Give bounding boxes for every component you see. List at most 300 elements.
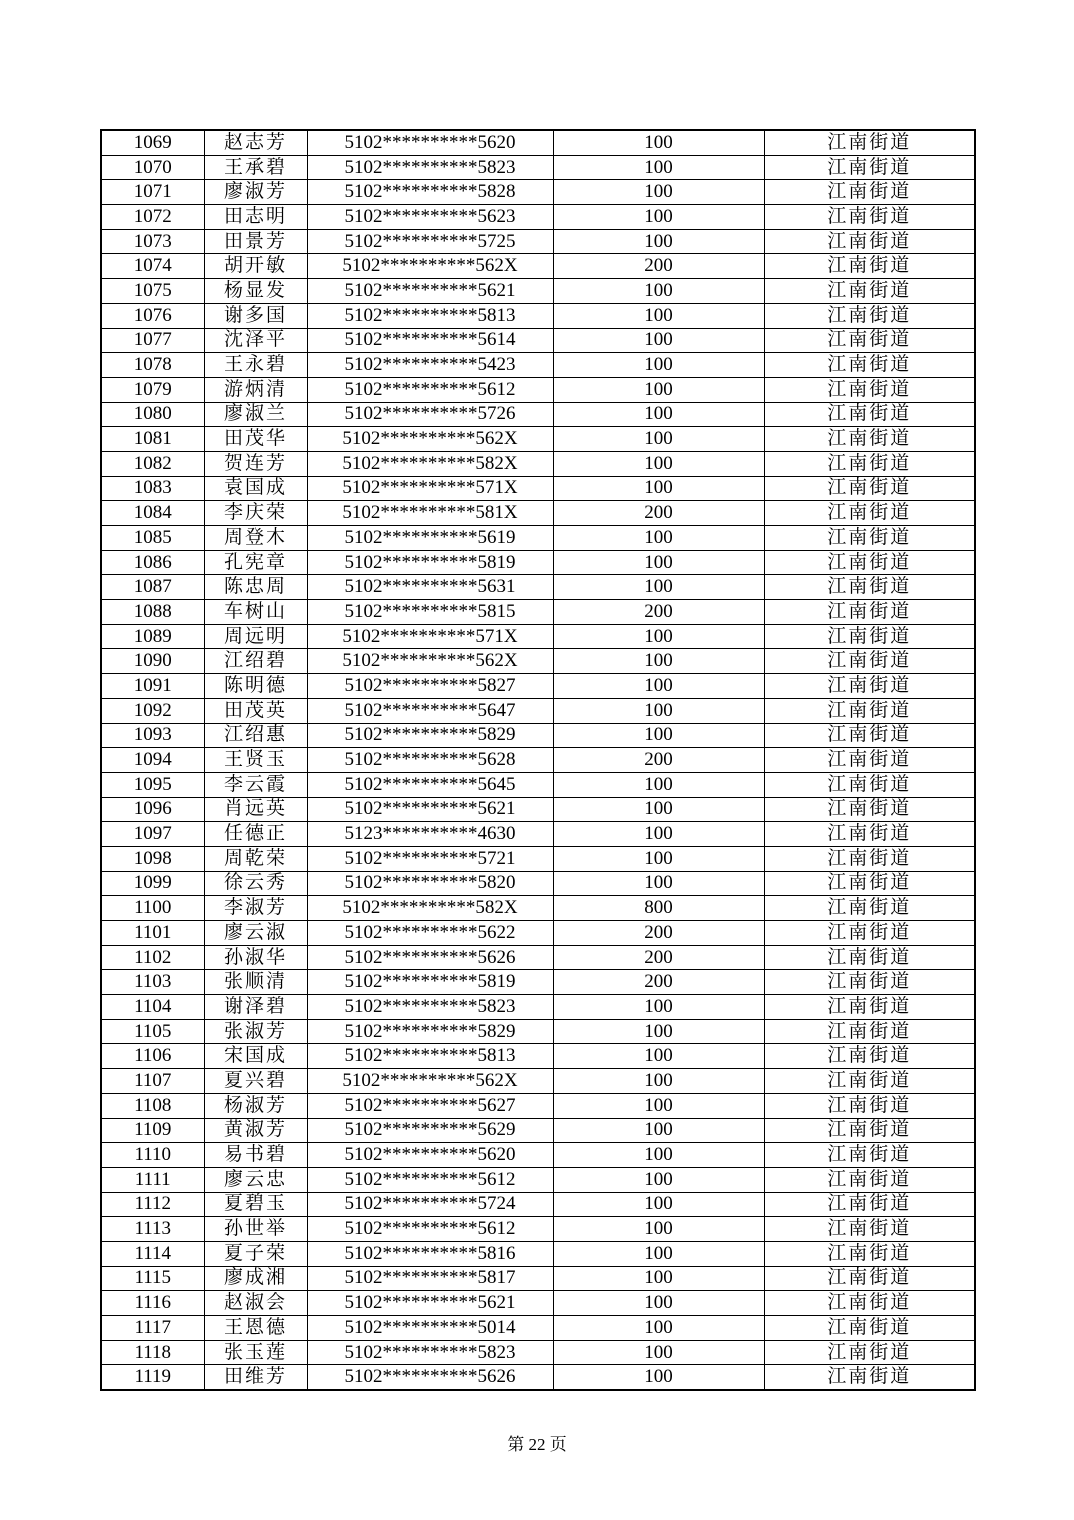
name-cell: 周远明 (204, 624, 307, 649)
id-number-cell: 5102**********5828 (307, 180, 553, 205)
id-number-cell: 5102**********562X (307, 1069, 553, 1094)
name-cell: 杨淑芳 (204, 1093, 307, 1118)
amount-cell: 100 (553, 1217, 764, 1242)
table-row (101, 1143, 975, 1168)
id-number-cell: 5102**********5815 (307, 600, 553, 625)
name-cell: 张顺清 (204, 970, 307, 995)
area-cell: 江南街道 (764, 1044, 975, 1069)
area-cell: 江南街道 (764, 896, 975, 921)
amount-cell: 200 (553, 921, 764, 946)
id-number-cell: 5102**********5631 (307, 575, 553, 600)
id-number-cell: 5102**********5823 (307, 995, 553, 1020)
row-number-cell: 1087 (101, 575, 204, 600)
name-cell: 江绍碧 (204, 649, 307, 674)
id-number-cell: 5102**********5725 (307, 229, 553, 254)
table-row (101, 1365, 975, 1390)
name-cell: 周乾荣 (204, 846, 307, 871)
amount-cell: 200 (553, 600, 764, 625)
id-number-cell: 5102**********5623 (307, 205, 553, 230)
amount-cell: 100 (553, 205, 764, 230)
area-cell: 江南街道 (764, 205, 975, 230)
name-cell: 夏兴碧 (204, 1069, 307, 1094)
area-cell: 江南街道 (764, 1069, 975, 1094)
row-number-cell: 1119 (101, 1365, 204, 1390)
area-cell: 江南街道 (764, 1365, 975, 1390)
name-cell: 廖成湘 (204, 1266, 307, 1291)
area-cell: 江南街道 (764, 526, 975, 551)
row-number-cell: 1099 (101, 871, 204, 896)
name-cell: 宋国成 (204, 1044, 307, 1069)
id-number-cell: 5102**********5813 (307, 303, 553, 328)
id-number-cell: 5102**********5823 (307, 1340, 553, 1365)
amount-cell: 100 (553, 674, 764, 699)
row-number-cell: 1108 (101, 1093, 204, 1118)
name-cell: 田茂英 (204, 698, 307, 723)
row-number-cell: 1069 (101, 130, 204, 155)
amount-cell: 100 (553, 1365, 764, 1390)
amount-cell: 100 (553, 476, 764, 501)
table-row (101, 229, 975, 254)
amount-cell: 100 (553, 377, 764, 402)
area-cell: 江南街道 (764, 1118, 975, 1143)
table-row (101, 180, 975, 205)
amount-cell: 100 (553, 797, 764, 822)
table-row (101, 748, 975, 773)
table-row (101, 797, 975, 822)
area-cell: 江南街道 (764, 698, 975, 723)
id-number-cell: 5102**********5612 (307, 377, 553, 402)
amount-cell: 100 (553, 1266, 764, 1291)
name-cell: 易书碧 (204, 1143, 307, 1168)
name-cell: 赵志芳 (204, 130, 307, 155)
area-cell: 江南街道 (764, 748, 975, 773)
area-cell: 江南街道 (764, 1217, 975, 1242)
area-cell: 江南街道 (764, 772, 975, 797)
table-row (101, 427, 975, 452)
id-number-cell: 5102**********5721 (307, 846, 553, 871)
table-row (101, 600, 975, 625)
row-number-cell: 1098 (101, 846, 204, 871)
name-cell: 江绍惠 (204, 723, 307, 748)
id-number-cell: 5102**********5628 (307, 748, 553, 773)
table-row (101, 451, 975, 476)
row-number-cell: 1106 (101, 1044, 204, 1069)
area-cell: 江南街道 (764, 674, 975, 699)
amount-cell: 100 (553, 871, 764, 896)
id-number-cell: 5102**********582X (307, 896, 553, 921)
row-number-cell: 1094 (101, 748, 204, 773)
id-number-cell: 5123**********4630 (307, 822, 553, 847)
area-cell: 江南街道 (764, 1291, 975, 1316)
name-cell: 夏子荣 (204, 1241, 307, 1266)
area-cell: 江南街道 (764, 550, 975, 575)
name-cell: 游炳清 (204, 377, 307, 402)
table-row (101, 995, 975, 1020)
area-cell: 江南街道 (764, 155, 975, 180)
id-number-cell: 5102**********5626 (307, 1365, 553, 1390)
row-number-cell: 1091 (101, 674, 204, 699)
name-cell: 谢多国 (204, 303, 307, 328)
table-row (101, 1093, 975, 1118)
table-row (101, 1019, 975, 1044)
id-number-cell: 5102**********571X (307, 624, 553, 649)
name-cell: 夏碧玉 (204, 1192, 307, 1217)
area-cell: 江南街道 (764, 797, 975, 822)
amount-cell: 100 (553, 772, 764, 797)
amount-cell: 100 (553, 427, 764, 452)
row-number-cell: 1118 (101, 1340, 204, 1365)
table-row (101, 526, 975, 551)
row-number-cell: 1075 (101, 279, 204, 304)
area-cell: 江南街道 (764, 1192, 975, 1217)
area-cell: 江南街道 (764, 377, 975, 402)
id-number-cell: 5102**********5619 (307, 526, 553, 551)
area-cell: 江南街道 (764, 180, 975, 205)
id-number-cell: 5102**********5820 (307, 871, 553, 896)
table-row (101, 205, 975, 230)
id-number-cell: 5102**********5829 (307, 1019, 553, 1044)
row-number-cell: 1112 (101, 1192, 204, 1217)
table-row (101, 303, 975, 328)
table-row (101, 674, 975, 699)
row-number-cell: 1101 (101, 921, 204, 946)
table-row (101, 1167, 975, 1192)
row-number-cell: 1070 (101, 155, 204, 180)
name-cell: 杨显发 (204, 279, 307, 304)
amount-cell: 100 (553, 1143, 764, 1168)
id-number-cell: 5102**********5626 (307, 945, 553, 970)
amount-cell: 100 (553, 155, 764, 180)
row-number-cell: 1077 (101, 328, 204, 353)
table-row (101, 279, 975, 304)
table-row (101, 1340, 975, 1365)
row-number-cell: 1084 (101, 501, 204, 526)
area-cell: 江南街道 (764, 846, 975, 871)
amount-cell: 100 (553, 451, 764, 476)
name-cell: 廖淑兰 (204, 402, 307, 427)
amount-cell: 100 (553, 353, 764, 378)
name-cell: 王贤玉 (204, 748, 307, 773)
row-number-cell: 1107 (101, 1069, 204, 1094)
table-row (101, 1217, 975, 1242)
row-number-cell: 1078 (101, 353, 204, 378)
name-cell: 廖云淑 (204, 921, 307, 946)
amount-cell: 100 (553, 402, 764, 427)
area-cell: 江南街道 (764, 427, 975, 452)
amount-cell: 100 (553, 1044, 764, 1069)
amount-cell: 100 (553, 180, 764, 205)
table-row (101, 970, 975, 995)
name-cell: 田景芳 (204, 229, 307, 254)
id-number-cell: 5102**********5829 (307, 723, 553, 748)
amount-cell: 100 (553, 1316, 764, 1341)
name-cell: 孙淑华 (204, 945, 307, 970)
table-row (101, 896, 975, 921)
name-cell: 孙世举 (204, 1217, 307, 1242)
name-cell: 胡开敏 (204, 254, 307, 279)
id-number-cell: 5102**********5622 (307, 921, 553, 946)
row-number-cell: 1074 (101, 254, 204, 279)
record-table (100, 129, 976, 1391)
area-cell: 江南街道 (764, 402, 975, 427)
area-cell: 江南街道 (764, 353, 975, 378)
row-number-cell: 1090 (101, 649, 204, 674)
name-cell: 贺连芳 (204, 451, 307, 476)
area-cell: 江南街道 (764, 451, 975, 476)
amount-cell: 100 (553, 1192, 764, 1217)
row-number-cell: 1088 (101, 600, 204, 625)
table-row (101, 624, 975, 649)
amount-cell: 100 (553, 1241, 764, 1266)
id-number-cell: 5102**********5627 (307, 1093, 553, 1118)
name-cell: 李庆荣 (204, 501, 307, 526)
area-cell: 江南街道 (764, 871, 975, 896)
row-number-cell: 1105 (101, 1019, 204, 1044)
table-row (101, 1192, 975, 1217)
name-cell: 任德正 (204, 822, 307, 847)
id-number-cell: 5102**********5620 (307, 1143, 553, 1168)
amount-cell: 100 (553, 130, 764, 155)
table-row (101, 1241, 975, 1266)
amount-cell: 100 (553, 846, 764, 871)
area-cell: 江南街道 (764, 1093, 975, 1118)
name-cell: 徐云秀 (204, 871, 307, 896)
amount-cell: 200 (553, 254, 764, 279)
id-number-cell: 5102**********5621 (307, 279, 553, 304)
row-number-cell: 1102 (101, 945, 204, 970)
id-number-cell: 5102**********5645 (307, 772, 553, 797)
amount-cell: 200 (553, 501, 764, 526)
table-row (101, 575, 975, 600)
row-number-cell: 1113 (101, 1217, 204, 1242)
table-row (101, 254, 975, 279)
row-number-cell: 1116 (101, 1291, 204, 1316)
id-number-cell: 5102**********5726 (307, 402, 553, 427)
row-number-cell: 1104 (101, 995, 204, 1020)
amount-cell: 200 (553, 945, 764, 970)
id-number-cell: 5102**********5621 (307, 1291, 553, 1316)
page-number: 第 22 页 (507, 1435, 567, 1454)
area-cell: 江南街道 (764, 1019, 975, 1044)
row-number-cell: 1076 (101, 303, 204, 328)
row-number-cell: 1114 (101, 1241, 204, 1266)
table-row (101, 377, 975, 402)
table-row (101, 871, 975, 896)
name-cell: 赵淑会 (204, 1291, 307, 1316)
row-number-cell: 1086 (101, 550, 204, 575)
area-cell: 江南街道 (764, 476, 975, 501)
row-number-cell: 1072 (101, 205, 204, 230)
table-row (101, 1266, 975, 1291)
amount-cell: 100 (553, 279, 764, 304)
row-number-cell: 1089 (101, 624, 204, 649)
row-number-cell: 1079 (101, 377, 204, 402)
area-cell: 江南街道 (764, 328, 975, 353)
id-number-cell: 5102**********571X (307, 476, 553, 501)
id-number-cell: 5102**********5819 (307, 970, 553, 995)
name-cell: 袁国成 (204, 476, 307, 501)
id-number-cell: 5102**********562X (307, 649, 553, 674)
name-cell: 陈明德 (204, 674, 307, 699)
area-cell: 江南街道 (764, 921, 975, 946)
id-number-cell: 5102**********5816 (307, 1241, 553, 1266)
amount-cell: 100 (553, 1167, 764, 1192)
name-cell: 张淑芳 (204, 1019, 307, 1044)
amount-cell: 100 (553, 1118, 764, 1143)
amount-cell: 100 (553, 229, 764, 254)
table-row (101, 822, 975, 847)
table-row (101, 130, 975, 155)
row-number-cell: 1097 (101, 822, 204, 847)
amount-cell: 100 (553, 723, 764, 748)
id-number-cell: 5102**********5823 (307, 155, 553, 180)
name-cell: 田维芳 (204, 1365, 307, 1390)
table-row (101, 476, 975, 501)
id-number-cell: 5102**********5819 (307, 550, 553, 575)
row-number-cell: 1093 (101, 723, 204, 748)
area-cell: 江南街道 (764, 995, 975, 1020)
amount-cell: 100 (553, 624, 764, 649)
row-number-cell: 1082 (101, 451, 204, 476)
name-cell: 王永碧 (204, 353, 307, 378)
id-number-cell: 5102**********5620 (307, 130, 553, 155)
table-row (101, 921, 975, 946)
row-number-cell: 1111 (101, 1167, 204, 1192)
amount-cell: 100 (553, 1019, 764, 1044)
table-row (101, 1044, 975, 1069)
name-cell: 王承碧 (204, 155, 307, 180)
amount-cell: 100 (553, 1291, 764, 1316)
table-row (101, 723, 975, 748)
amount-cell: 100 (553, 822, 764, 847)
table-row (101, 945, 975, 970)
name-cell: 李淑芳 (204, 896, 307, 921)
name-cell: 李云霞 (204, 772, 307, 797)
table-row (101, 1069, 975, 1094)
name-cell: 车树山 (204, 600, 307, 625)
name-cell: 张玉莲 (204, 1340, 307, 1365)
row-number-cell: 1085 (101, 526, 204, 551)
row-number-cell: 1109 (101, 1118, 204, 1143)
name-cell: 周登木 (204, 526, 307, 551)
table-row (101, 649, 975, 674)
row-number-cell: 1100 (101, 896, 204, 921)
amount-cell: 100 (553, 1093, 764, 1118)
table-row (101, 155, 975, 180)
row-number-cell: 1081 (101, 427, 204, 452)
area-cell: 江南街道 (764, 1340, 975, 1365)
area-cell: 江南街道 (764, 575, 975, 600)
table-row (101, 328, 975, 353)
table-row (101, 550, 975, 575)
area-cell: 江南街道 (764, 970, 975, 995)
table-row (101, 846, 975, 871)
amount-cell: 200 (553, 970, 764, 995)
table-row (101, 402, 975, 427)
name-cell: 王恩德 (204, 1316, 307, 1341)
row-number-cell: 1117 (101, 1316, 204, 1341)
id-number-cell: 5102**********5647 (307, 698, 553, 723)
table-row (101, 772, 975, 797)
amount-cell: 100 (553, 550, 764, 575)
area-cell: 江南街道 (764, 822, 975, 847)
area-cell: 江南街道 (764, 303, 975, 328)
area-cell: 江南街道 (764, 1143, 975, 1168)
row-number-cell: 1083 (101, 476, 204, 501)
area-cell: 江南街道 (764, 501, 975, 526)
name-cell: 田茂华 (204, 427, 307, 452)
area-cell: 江南街道 (764, 1241, 975, 1266)
amount-cell: 100 (553, 526, 764, 551)
name-cell: 陈忠周 (204, 575, 307, 600)
area-cell: 江南街道 (764, 649, 975, 674)
id-number-cell: 5102**********5827 (307, 674, 553, 699)
table-row (101, 698, 975, 723)
name-cell: 廖云忠 (204, 1167, 307, 1192)
id-number-cell: 5102**********562X (307, 427, 553, 452)
area-cell: 江南街道 (764, 624, 975, 649)
table-row (101, 1316, 975, 1341)
id-number-cell: 5102**********581X (307, 501, 553, 526)
id-number-cell: 5102**********5612 (307, 1167, 553, 1192)
id-number-cell: 5102**********5817 (307, 1266, 553, 1291)
name-cell: 廖淑芳 (204, 180, 307, 205)
row-number-cell: 1103 (101, 970, 204, 995)
id-number-cell: 5102**********5813 (307, 1044, 553, 1069)
record-table-body (101, 130, 975, 1390)
area-cell: 江南街道 (764, 600, 975, 625)
row-number-cell: 1080 (101, 402, 204, 427)
area-cell: 江南街道 (764, 130, 975, 155)
row-number-cell: 1095 (101, 772, 204, 797)
row-number-cell: 1073 (101, 229, 204, 254)
area-cell: 江南街道 (764, 254, 975, 279)
table-row (101, 353, 975, 378)
id-number-cell: 5102**********5423 (307, 353, 553, 378)
id-number-cell: 5102**********562X (307, 254, 553, 279)
area-cell: 江南街道 (764, 1167, 975, 1192)
id-number-cell: 5102**********5629 (307, 1118, 553, 1143)
area-cell: 江南街道 (764, 229, 975, 254)
area-cell: 江南街道 (764, 945, 975, 970)
amount-cell: 100 (553, 303, 764, 328)
row-number-cell: 1115 (101, 1266, 204, 1291)
id-number-cell: 5102**********5724 (307, 1192, 553, 1217)
amount-cell: 100 (553, 995, 764, 1020)
area-cell: 江南街道 (764, 723, 975, 748)
name-cell: 谢泽碧 (204, 995, 307, 1020)
table-row (101, 1291, 975, 1316)
area-cell: 江南街道 (764, 1266, 975, 1291)
name-cell: 孔宪章 (204, 550, 307, 575)
row-number-cell: 1092 (101, 698, 204, 723)
id-number-cell: 5102**********5614 (307, 328, 553, 353)
area-cell: 江南街道 (764, 279, 975, 304)
table-row (101, 501, 975, 526)
table-row (101, 1118, 975, 1143)
id-number-cell: 5102**********582X (307, 451, 553, 476)
amount-cell: 100 (553, 575, 764, 600)
row-number-cell: 1096 (101, 797, 204, 822)
id-number-cell: 5102**********5612 (307, 1217, 553, 1242)
name-cell: 沈泽平 (204, 328, 307, 353)
amount-cell: 100 (553, 649, 764, 674)
amount-cell: 100 (553, 1340, 764, 1365)
amount-cell: 100 (553, 698, 764, 723)
area-cell: 江南街道 (764, 1316, 975, 1341)
amount-cell: 100 (553, 328, 764, 353)
amount-cell: 100 (553, 1069, 764, 1094)
